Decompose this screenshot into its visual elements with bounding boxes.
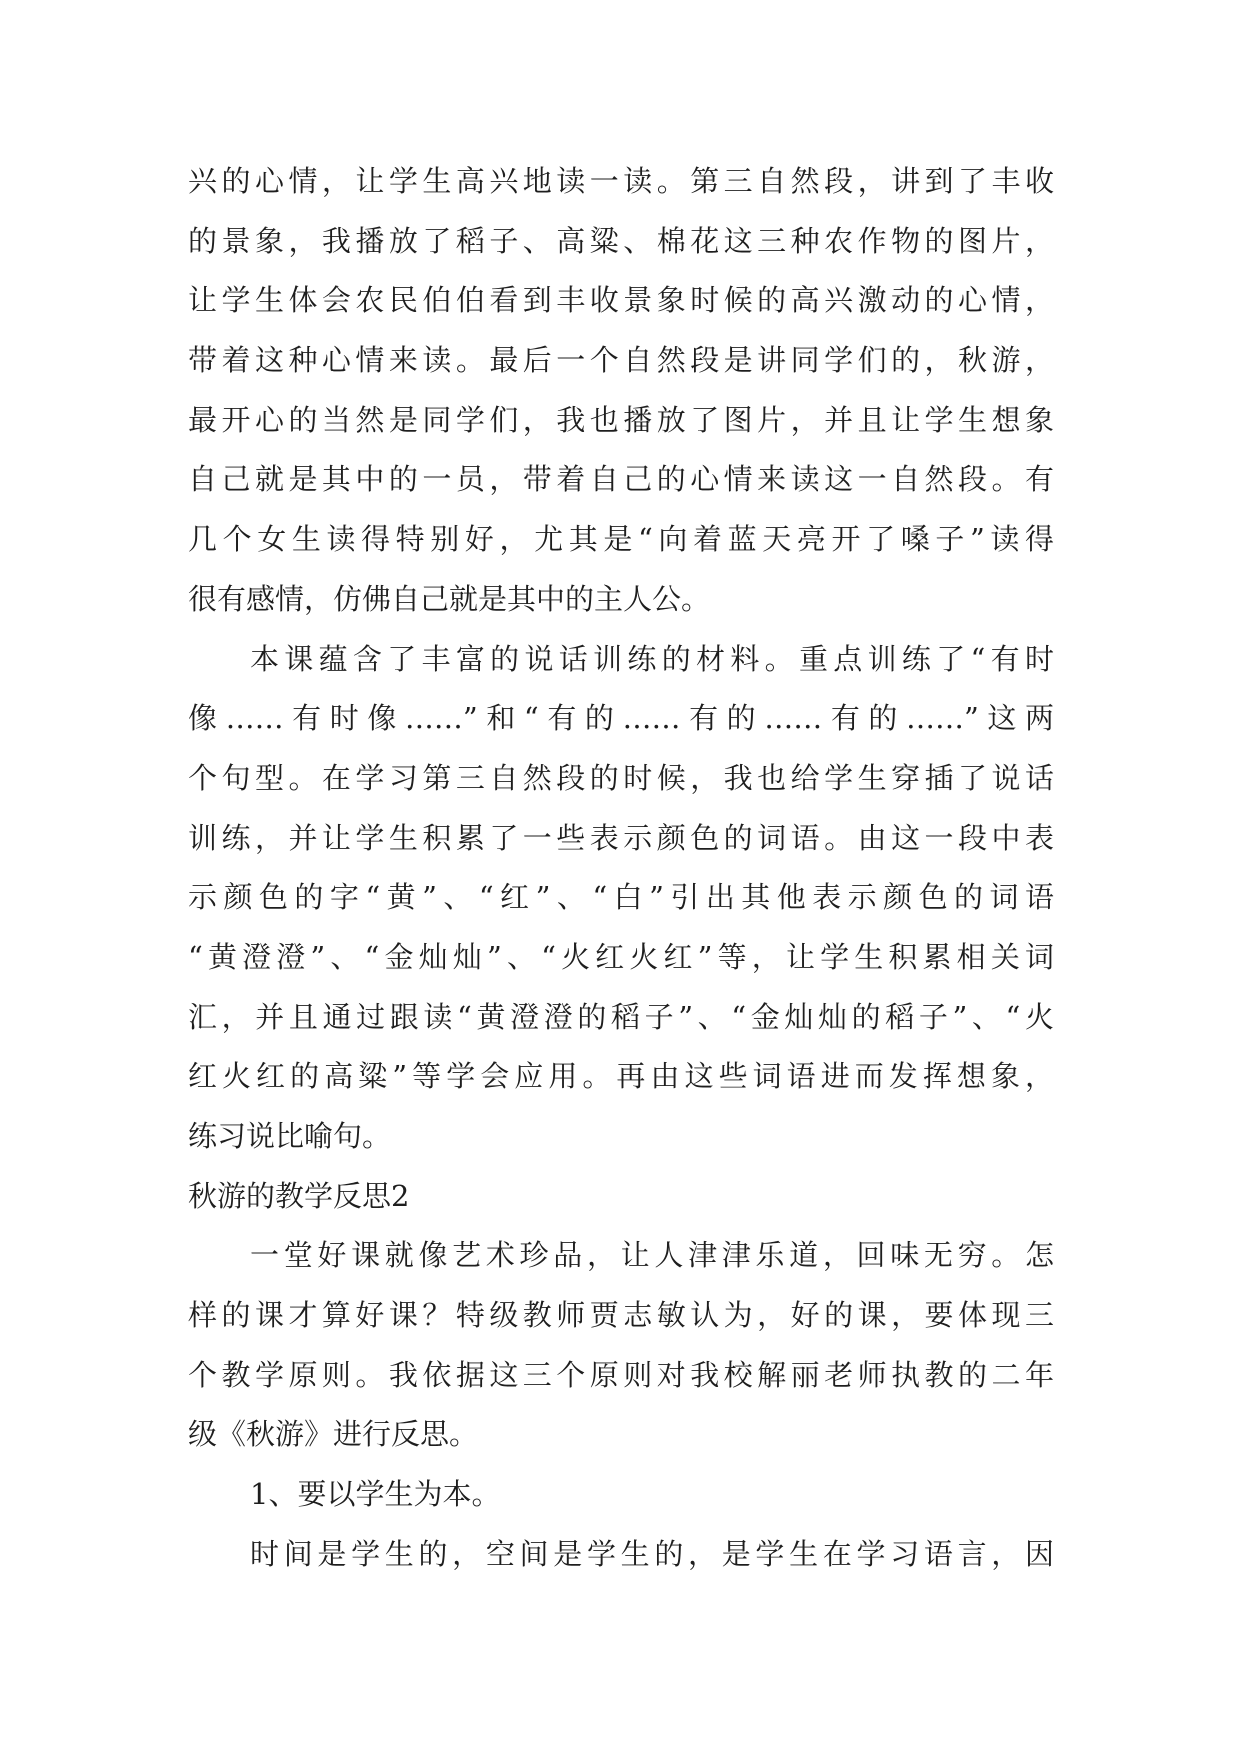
body-line: “黄澄澄”、“金灿灿”、“火红火红”等，让学生积累相关词 (188, 939, 1054, 974)
paragraph-first-line: 时间是学生的，空间是学生的，是学生在学习语言，因 (250, 1536, 1054, 1571)
body-line: 红火红的高粱”等学会应用。再由这些词语进而发挥想象， (188, 1059, 1054, 1094)
body-line: 练习说比喻句。 (188, 1119, 392, 1153)
document-body (188, 152, 1054, 1585)
body-line: 样的课才算好课？特级教师贾志敏认为，好的课，要体现三 (188, 1298, 1054, 1333)
list-item-heading: 1、要以学生为本。 (250, 1477, 501, 1512)
body-line: 几个女生读得特别好，尤其是“向着蓝天亮开了嗓子”读得 (188, 522, 1054, 557)
body-line: 汇，并且通过跟读“黄澄澄的稻子”、“金灿灿的稻子”、“火 (188, 999, 1054, 1034)
body-line: 像……有时像……”和“有的……有的……有的……”这两 (188, 701, 1054, 736)
body-line: 让学生体会农民伯伯看到丰收景象时候的高兴激动的心情， (188, 283, 1054, 318)
body-line: 示颜色的字“黄”、“红”、“白”引出其他表示颜色的词语 (188, 880, 1054, 915)
paragraph-first-line: 本课蕴含了丰富的说话训练的材料。重点训练了“有时 (250, 641, 1054, 676)
body-line: 很有感情，仿佛自己就是其中的主人公。 (188, 581, 711, 616)
body-line: 个句型。在学习第三自然段的时候，我也给学生穿插了说话 (188, 760, 1054, 795)
section-heading: 秋游的教学反思2 (188, 1178, 410, 1213)
paragraph-first-line: 一堂好课就像艺术珍品，让人津津乐道，回味无穷。怎 (250, 1238, 1054, 1273)
body-line: 带着这种心情来读。最后一个自然段是讲同学们的，秋游， (188, 343, 1054, 378)
body-line: 最开心的当然是同学们，我也播放了图片，并且让学生想象 (188, 402, 1054, 437)
body-line: 自己就是其中的一员，带着自己的心情来读这一自然段。有 (188, 462, 1054, 497)
body-line: 兴的心情，让学生高兴地读一读。第三自然段，讲到了丰收 (188, 164, 1054, 198)
body-line: 级《秋游》进行反思。 (188, 1417, 479, 1452)
body-line: 训练，并让学生积累了一些表示颜色的词语。由这一段中表 (188, 820, 1054, 855)
body-line: 的景象，我播放了稻子、高粱、棉花这三种农作物的图片， (188, 223, 1054, 258)
body-line: 个教学原则。我依据这三个原则对我校解丽老师执教的二年 (188, 1357, 1054, 1392)
